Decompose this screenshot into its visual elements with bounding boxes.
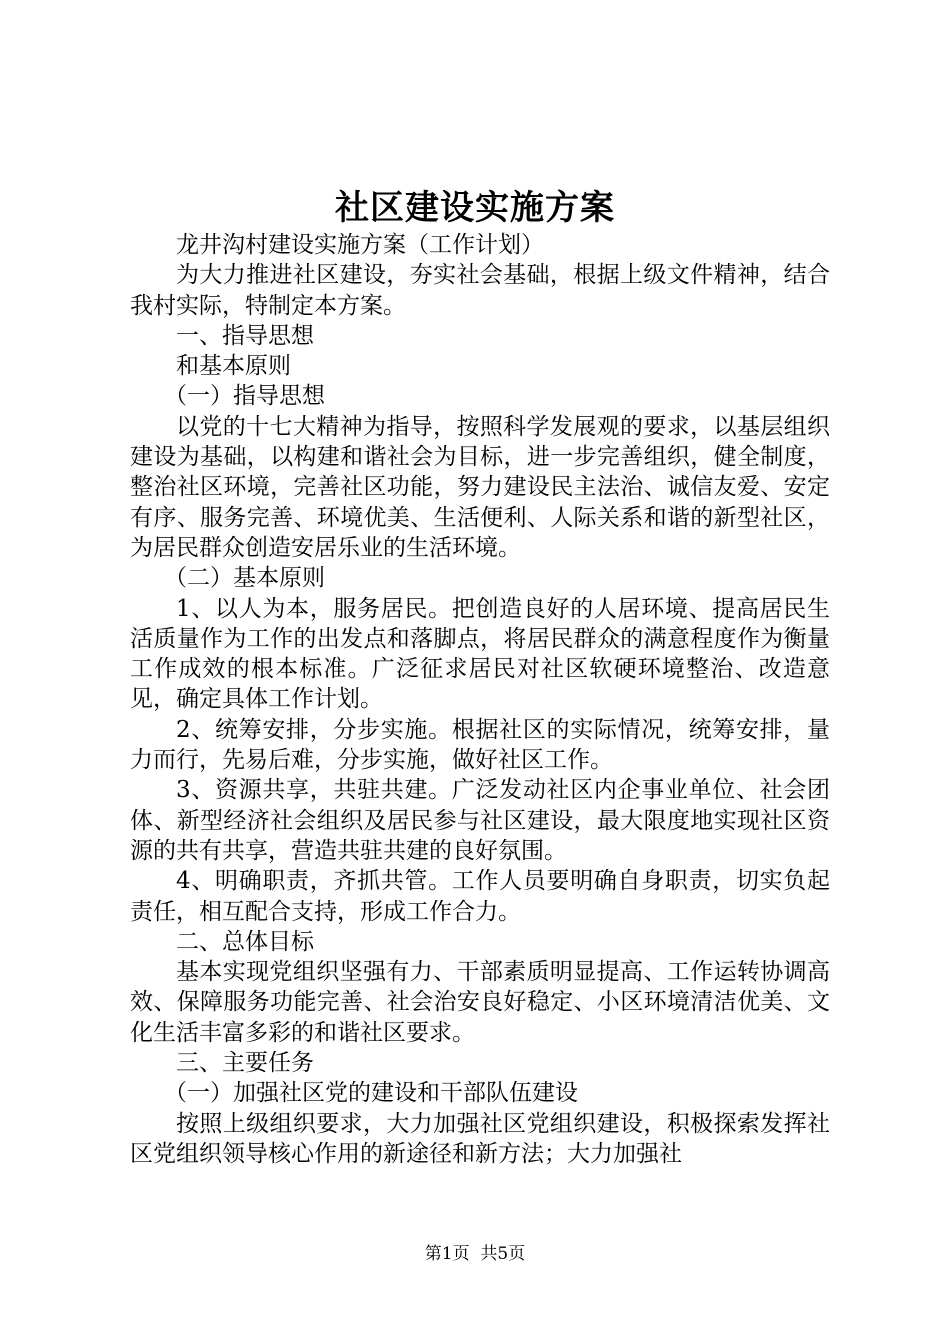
paragraph: 4、明确职责，齐抓共管。工作人员要明确自身职责，切实负起责任，相互配合支持，形成工作合力。 — [130, 868, 830, 925]
paragraph: （一）指导思想 — [164, 383, 325, 410]
paragraph: （二）基本原则 — [164, 565, 325, 592]
paragraph: 三、主要任务 — [176, 1050, 314, 1077]
paragraph: 3、资源共享，共驻共建。广泛发动社区内企事业单位、社会团体、新型经济社会组织及居民参与社区建设，最大限度地实现社区资源的共有共享，营造共驻共建的良好氛围。 — [130, 777, 830, 864]
page-number: 第1页 — [424, 1244, 470, 1264]
paragraph: 一、指导思想 — [176, 322, 314, 349]
document-title: 社区建设实施方案 — [335, 188, 615, 228]
document-body — [130, 230, 830, 1169]
paragraph: 龙井沟村建设实施方案（工作计划） — [176, 232, 544, 258]
paragraph: 按照上级组织要求，大力加强社区党组织建设，积极探索发挥社区党组织领导核心作用的新途径和新方法；大力加强社 — [130, 1110, 830, 1167]
paragraph: 2、统筹安排，分步实施。根据社区的实际情况，统筹安排，量力而行，先易后难，分步实施，做好社区工作。 — [130, 716, 830, 774]
paragraph: 为大力推进社区建设，夯实社会基础，根据上级文件精神，结合我村实际，特制定本方案。 — [130, 262, 830, 319]
paragraph: （一）加强社区党的建设和干部队伍建设 — [164, 1080, 578, 1107]
page-footer — [0, 1242, 950, 1266]
paragraph: 1、以人为本，服务居民。把创造良好的人居环境、提高居民生活质量作为工作的出发点和落脚点，将居民群众的满意程度作为衡量工作成效的根本标准。广泛征求居民对社区软硬环境整治、改造意见，确定具体工作计划。 — [130, 595, 830, 713]
paragraph: 二、总体目标 — [176, 928, 314, 955]
page-total: 共5页 — [480, 1244, 526, 1264]
paragraph: 以党的十七大精神为指导，按照科学发展观的要求，以基层组织建设为基础，以构建和谐社会为目标，进一步完善组织，健全制度，整治社区环境，完善社区功能，努力建设民主法治、诚信友爱、安定有序、服务完善、环境优美、生活便利、人际关系和谐的新型社区，为居民群众创造安居乐业的生活环境。 — [130, 413, 830, 561]
paragraph: 和基本原则 — [176, 353, 291, 380]
paragraph: 基本实现党组织坚强有力、干部素质明显提高、工作运转协调高效、保障服务功能完善、社会治安良好稳定、小区环境清洁优美、文化生活丰富多彩的和谐社区要求。 — [130, 959, 830, 1046]
